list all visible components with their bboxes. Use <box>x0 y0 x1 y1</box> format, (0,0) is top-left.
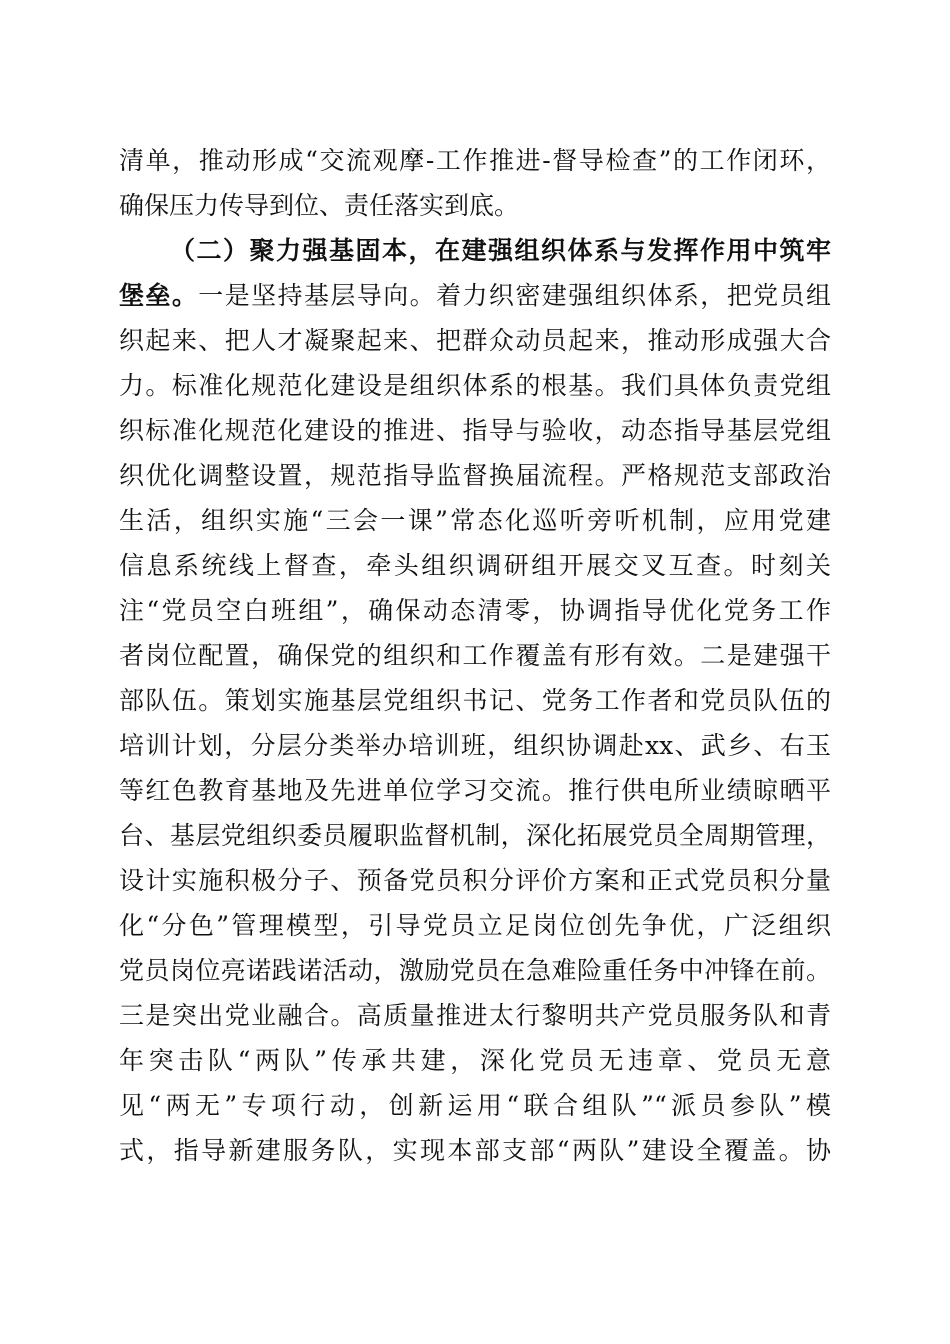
text-line: 部队伍。策划实施基层党组织书记、党务工作者和党员队伍的 <box>119 686 831 715</box>
text-line: 年突击队“两队”传承共建，深化党员无违章、党员无意 <box>119 1046 831 1075</box>
text-line: 织起来、把人才凝聚起来、把群众动员起来，推动形成强大合 <box>119 326 831 355</box>
text-line: 化“分色”管理模型，引导党员立足岗位创先争优，广泛组织 <box>119 911 831 940</box>
text-line: 确保压力传导到位、责任落实到底。 <box>119 191 520 220</box>
text-line: 三是突出党业融合。高质量推进太行黎明共产党员服务队和青 <box>119 1001 831 1030</box>
text-line: 织标准化规范化建设的推进、指导与验收，动态指导基层党组 <box>119 416 831 445</box>
text-line: 台、基层党组织委员履职监督机制，深化拓展党员全周期管理， <box>119 821 831 850</box>
text-line: 信息系统线上督查，牵头组织调研组开展交叉互查。时刻关 <box>119 551 831 580</box>
text-line: 注“党员空白班组”，确保动态清零，协调指导优化党务工作 <box>119 596 831 625</box>
text-line <box>119 275 831 317</box>
text-line: 等红色教育基地及先进单位学习交流。推行供电所业绩晾晒平 <box>119 776 831 805</box>
text-line: 培训计划，分层分类举办培训班，组织协调赴xx、武乡、右玉 <box>119 731 831 760</box>
text-line: 织优化调整设置，规范指导监督换届流程。严格规范支部政治 <box>119 461 831 490</box>
section-heading-end: 堡垒。 <box>119 281 199 310</box>
text-line: 党员岗位亮诺践诺活动，激励党员在急难险重任务中冲锋在前。 <box>119 956 831 985</box>
text-line: 式，指导新建服务队，实现本部支部“两队”建设全覆盖。协 <box>119 1136 831 1165</box>
text-line: 生活，组织实施“三会一课”常态化巡听旁听机制，应用党建 <box>119 506 831 535</box>
text-line: 见“两无”专项行动，创新运用“联合组队”“派员参队”模 <box>119 1091 831 1120</box>
text-line: 者岗位配置，确保党的组织和工作覆盖有形有效。二是建强干 <box>119 641 831 670</box>
text-line: 设计实施积极分子、预备党员积分评价方案和正式党员积分量 <box>119 866 831 895</box>
section-heading: （二）聚力强基固本，在建强组织体系与发挥作用中筑牢 <box>170 236 831 265</box>
text-line: 清单，推动形成“交流观摩-工作推进-督导检查”的工作闭环， <box>119 146 831 175</box>
text-line-content: 一是坚持基层导向。着力织密建强组织体系，把党员组 <box>198 281 831 310</box>
text-line: 力。标准化规范化建设是组织体系的根基。我们具体负责党组 <box>119 371 831 400</box>
